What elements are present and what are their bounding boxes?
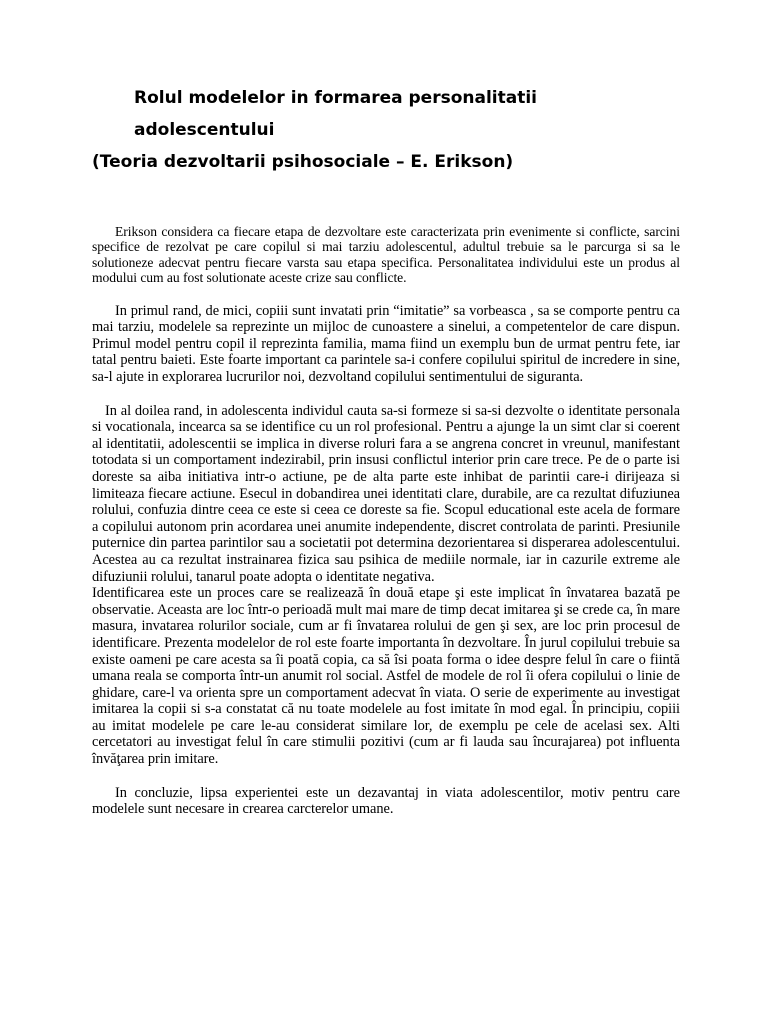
paragraph-conclusion: In concluzie, lipsa experientei este un dezavantaj in viata adolescentilor, motiv pentru care modelele sunt necesare in crearea carcterelor umane. bbox=[92, 784, 680, 818]
paragraph-second-point: In al doilea rand, in adolescenta individul cauta sa-si formeze si sa-si dezvolte o identitate personala si vocationala, incearca sa se identifice cu un rol profesional. Pentru a ajunge la un simt clar si coerent al identitatii, adolescentii se implica in diverse roluri fara a se angrena concret in vreunul, manifestant totodata si un comportament indezirabil, prin insusi conflictul interior prin care trece. Pe de o parte isi doreste sa aiba initiativa intr-o actiune, pe de alta parte este inhibat de parintii care-i dirijeaza si limiteaza fiecare actiune. Esecul in dobandirea unei identitati clare, durabile, are ca rezultat difuziunea rolului, confuzia dintre ceea ce este si ceea ce doreste sa fie. Scopul educational este acela de formare a copilului autonom prin acordarea unei anumite independente, discret controlata de parinti. Presiunile puternice din partea parintilor sau a societatii pot determina dezorientarea si disperarea adolescentului. Acestea au ca rezultat instrainarea fizica sau psihica de mediile normale, iar in cazurile extreme ale difuziunii rolului, tanarul poate adopta o identitate negativa. bbox=[92, 402, 680, 585]
paragraph-intro: Erikson considera ca fiecare etapa de dezvoltare este caracterizata prin evenimente si conflicte, sarcini specifice de rezolvat pe care copilul si mai tarziu adolescentul, adultul trebuie sa le parcurga si sa le solutioneze adecvat pentru fiecare varsta sau etapa specifica. Personalitatea individului este un produs al modului cum au fost solutionate aceste crize sau conflicte. bbox=[92, 224, 680, 286]
paragraph-identification: Identificarea este un proces care se realizează în două etape şi este implicat în învatarea bazată pe observatie. Aceasta are loc într-o perioadă mult mai mare de timp decat imitarea şi se crede ca, în mare masura, invatarea rolurilor sociale, cum ar fi învatarea rolului de gen şi sex, are loc prin procesul de identificare. Prezenta modelelor de rol este foarte importanta în dezvoltare. În jurul copilului trebuie sa existe oameni pe care acesta sa îi poată copia, ca să îsi poata forma o idee despre felul în care o fiintă umana reala se comporta într-un anumit rol social. Astfel de modele de rol îi ofera copilului o linie de ghidare, care-l va orienta spre un comportament adecvat în viata. O serie de experimente au investigat imitarea la copii si s-a constatat că nu toate modelele au fost imitate în mod egal. În principiu, copiii au imitat modelele pe care le-au considerat similare lor, de exemplu pe cele de acelasi sex. Alti cercetatori au investigat felul în care stimulii pozitivi (cum ar fi lauda sau încurajarea) pot influenta învăţarea prin imitare. bbox=[92, 585, 680, 768]
paragraph-first-point: In primul rand, de mici, copiii sunt invatati prin “imitatie” sa vorbeasca , sa se comporte pentru ca mai tarziu, modelele sa reprezinte un mijloc de cunoastere a sinelui, a competentelor de care dispun. Primul model pentru copil il reprezinta familia, mama fiind un exemplu bun de urmat pentru fete, iar tatal pentru baieti. Este foarte important ca parintele sa-i confere copilului spiritul de incredere in sine, sa-l ajute in explorarea lucrurilor noi, dezvoltand copilului sentimentului de siguranta. bbox=[92, 302, 680, 385]
title-line-1: Rolul modelelor in formarea personalitatii adolescentului bbox=[134, 88, 537, 140]
title-line-2: (Teoria dezvoltarii psihosociale – E. Erikson) bbox=[92, 152, 514, 172]
document-page bbox=[92, 82, 680, 818]
document-title bbox=[92, 82, 680, 178]
